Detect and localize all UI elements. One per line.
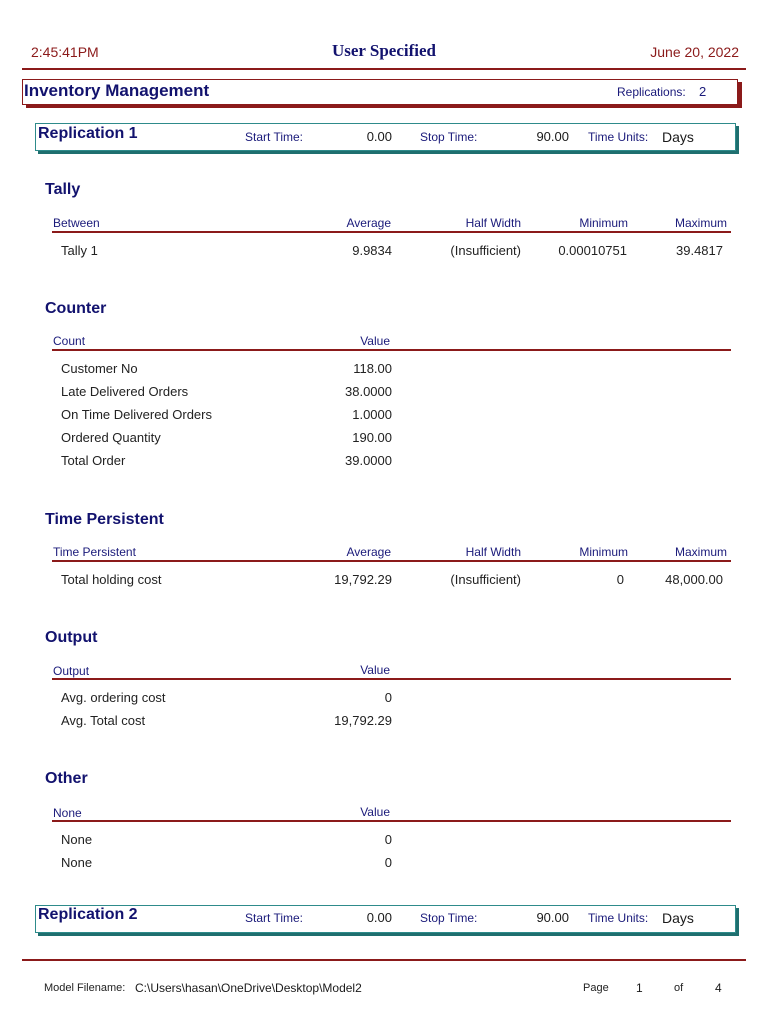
time-persistent-col-name: Time Persistent xyxy=(53,545,136,559)
model-filename-value: C:\Users\hasan\OneDrive\Desktop\Model2 xyxy=(135,981,362,995)
output-col-output: Output xyxy=(53,664,90,678)
output-row-value: 19,792.29 xyxy=(334,713,392,728)
replication-1-start-label: Start Time: xyxy=(245,130,304,144)
other-row-value: 0 xyxy=(384,832,392,847)
replication-1-title: Replication 1 xyxy=(38,125,138,142)
tally-title: Tally xyxy=(45,181,81,198)
page-label: Page xyxy=(583,982,609,994)
time-persistent-row-name: Total holding cost xyxy=(61,572,162,587)
replication-1-units-label: Time Units: xyxy=(588,130,649,144)
counter-title: Counter xyxy=(45,300,107,317)
counter-row-name: Late Delivered Orders xyxy=(61,384,189,399)
replication-2-stop-label: Stop Time: xyxy=(420,911,478,925)
page-of-label: of xyxy=(674,982,684,994)
replication-2-units-value: Days xyxy=(662,910,694,926)
counter-row-name: Total Order xyxy=(61,453,126,468)
replication-2-stop-value: 90.00 xyxy=(536,910,569,925)
time-persistent-row-maximum: 48,000.00 xyxy=(665,572,723,587)
counter-header-rule xyxy=(52,349,731,351)
tally-row-minimum: 0.00010751 xyxy=(558,243,627,258)
time-persistent-row-average: 19,792.29 xyxy=(334,572,392,587)
other-title: Other xyxy=(45,770,88,787)
output-title: Output xyxy=(45,629,98,646)
time-persistent-col-half-width: Half Width xyxy=(465,545,521,559)
model-name: Inventory Management xyxy=(24,81,210,100)
time-persistent-col-minimum: Minimum xyxy=(579,545,628,559)
output-header-rule xyxy=(52,678,731,680)
tally-col-between: Between xyxy=(53,216,100,230)
counter-row-value: 39.0000 xyxy=(345,453,392,468)
time-persistent-col-average: Average xyxy=(346,545,391,559)
tally-row-half-width: (Insufficient) xyxy=(450,243,521,258)
counter-row-value: 1.0000 xyxy=(352,407,392,422)
time-persistent-col-maximum: Maximum xyxy=(674,545,727,559)
counter-row-name: Ordered Quantity xyxy=(61,430,161,445)
replication-2-start-value: 0.00 xyxy=(366,910,392,925)
other-col-value: Value xyxy=(360,805,390,819)
tally-row-name: Tally 1 xyxy=(61,243,98,258)
output-row-name: Avg. ordering cost xyxy=(61,690,166,705)
replications-value: 2 xyxy=(699,84,707,99)
replication-1-stop-label: Stop Time: xyxy=(420,130,478,144)
tally-col-half-width: Half Width xyxy=(465,216,521,230)
tally-row-maximum: 39.4817 xyxy=(676,243,723,258)
header-rule xyxy=(22,68,746,70)
output-col-value: Value xyxy=(360,663,390,677)
replications-label: Replications: xyxy=(617,85,686,99)
tally-col-average: Average xyxy=(346,216,391,230)
counter-row-name: On Time Delivered Orders xyxy=(61,407,212,422)
other-row-value: 0 xyxy=(384,855,392,870)
report-date: June 20, 2022 xyxy=(650,44,739,60)
replication-2-title: Replication 2 xyxy=(38,906,138,923)
footer-rule xyxy=(22,959,746,961)
other-col-none: None xyxy=(53,806,82,820)
counter-col-value: Value xyxy=(360,334,390,348)
report-time: 2:45:41PM xyxy=(31,44,99,60)
other-row-name: None xyxy=(61,832,93,847)
replication-1-start-value: 0.00 xyxy=(366,129,392,144)
output-row-name: Avg. Total cost xyxy=(61,713,146,728)
counter-col-count: Count xyxy=(53,334,86,348)
counter-row-value: 38.0000 xyxy=(345,384,392,399)
page-total: 4 xyxy=(715,981,722,995)
tally-row-average: 9.9834 xyxy=(352,243,392,258)
tally-col-minimum: Minimum xyxy=(579,216,628,230)
time-persistent-row-minimum: 0 xyxy=(616,572,624,587)
time-persistent-title: Time Persistent xyxy=(45,511,164,528)
replication-1-units-value: Days xyxy=(662,129,694,145)
report-title: User Specified xyxy=(331,41,437,60)
replication-2-units-label: Time Units: xyxy=(588,911,649,925)
replication-2-start-label: Start Time: xyxy=(245,911,304,925)
replication-1-stop-value: 90.00 xyxy=(536,129,569,144)
counter-row-value: 190.00 xyxy=(352,430,392,445)
counter-row-name: Customer No xyxy=(61,361,138,376)
model-filename-label: Model Filename: xyxy=(44,982,126,994)
other-header-rule xyxy=(52,820,731,822)
page-number: 1 xyxy=(636,981,643,995)
tally-header-rule xyxy=(52,231,731,233)
time-persistent-row-half-width: (Insufficient) xyxy=(450,572,521,587)
time-persistent-header-rule xyxy=(52,560,731,562)
output-row-value: 0 xyxy=(384,690,392,705)
other-row-name: None xyxy=(61,855,93,870)
counter-row-value: 118.00 xyxy=(353,361,392,376)
tally-col-maximum: Maximum xyxy=(674,216,727,230)
